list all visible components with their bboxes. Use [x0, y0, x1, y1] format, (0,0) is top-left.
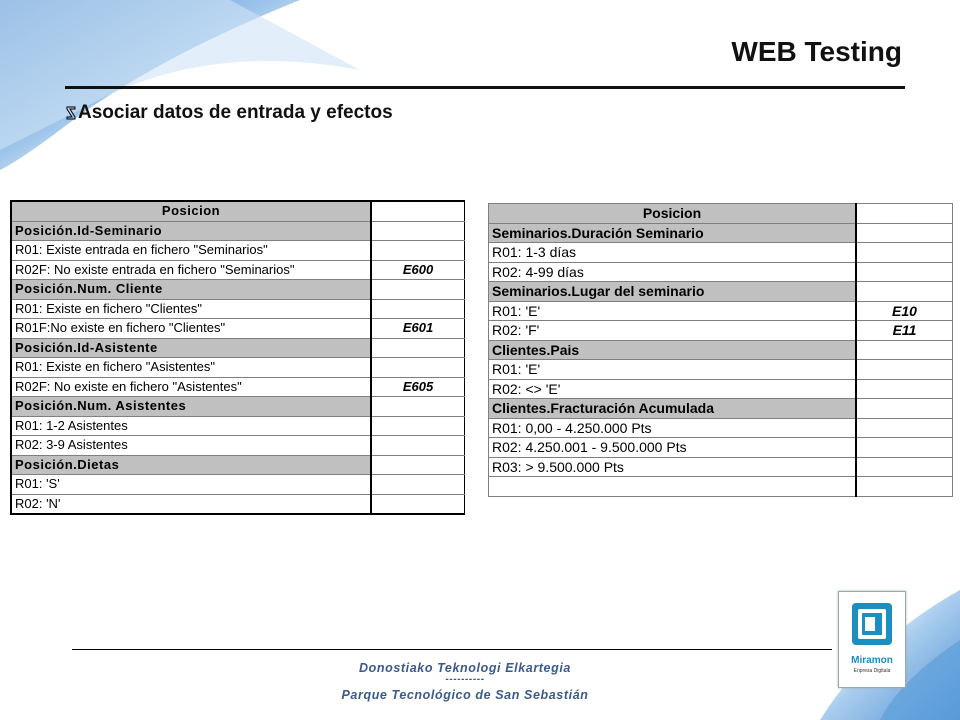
condition-cell: R02: 'N' [11, 494, 371, 514]
effect-cell [371, 455, 465, 475]
table-row [489, 262, 953, 282]
condition-cell: R02: 'F' [489, 321, 857, 341]
effect-cell [856, 282, 953, 302]
table-row [489, 457, 953, 477]
effect-cell [371, 475, 465, 495]
effect-cell [371, 299, 465, 319]
miramon-logo [838, 591, 906, 688]
miramon-logo-icon [839, 594, 905, 654]
effect-cell [856, 243, 953, 263]
table-row [11, 299, 465, 319]
effect-cell [371, 338, 465, 358]
footer-separator: ---------- [445, 674, 485, 685]
table-group-row [11, 280, 465, 300]
logo-wordmark: Miramon [851, 655, 893, 666]
table-row [11, 436, 465, 456]
title-divider [65, 86, 905, 89]
table-row [11, 241, 465, 261]
input-effects-table-right [488, 203, 953, 497]
effect-cell [856, 204, 953, 224]
effect-cell [856, 262, 953, 282]
effect-cell [856, 477, 953, 497]
footer-divider [72, 649, 832, 650]
table-group-row [489, 340, 953, 360]
effect-cell: E601 [371, 319, 465, 339]
table-row [11, 358, 465, 378]
condition-cell: R01: Existe entrada en fichero "Seminarios" [11, 241, 371, 261]
table-group-row [489, 282, 953, 302]
effect-cell: E10 [856, 301, 953, 321]
table-row [489, 321, 953, 341]
table-row [489, 418, 953, 438]
effect-cell: E605 [371, 377, 465, 397]
effect-cell: E600 [371, 260, 465, 280]
condition-cell: R02: 4.250.001 - 9.500.000 Pts [489, 438, 857, 458]
condition-cell: R01: 'E' [489, 301, 857, 321]
condition-cell: R01: Existe en fichero "Clientes" [11, 299, 371, 319]
effect-cell [371, 280, 465, 300]
group-label-cell: Clientes.Pais [489, 340, 857, 360]
table-group-row [489, 399, 953, 419]
section-heading-text: Asociar datos de entrada y efectos [78, 102, 393, 123]
effect-cell [371, 358, 465, 378]
effect-cell [856, 457, 953, 477]
table-row [11, 494, 465, 514]
table-group-row [11, 397, 465, 417]
condition-cell: R01F:No existe en fichero "Clientes" [11, 319, 371, 339]
condition-cell [489, 477, 857, 497]
table-row [11, 475, 465, 495]
page-title: WEB Testing [731, 36, 902, 67]
effect-cell [856, 360, 953, 380]
condition-cell: R02F: No existe en fichero "Asistentes" [11, 377, 371, 397]
table-row [11, 260, 465, 280]
group-label-cell: Posicion [11, 201, 371, 221]
table-row [489, 477, 953, 497]
group-label-cell: Posición.Id-Seminario [11, 221, 371, 241]
condition-cell: R01: 1-2 Asistentes [11, 416, 371, 436]
effect-cell [371, 397, 465, 417]
table-row [11, 319, 465, 339]
effect-cell: E11 [856, 321, 953, 341]
table-group-row [11, 221, 465, 241]
effect-cell [371, 436, 465, 456]
condition-cell: R01: 0,00 - 4.250.000 Pts [489, 418, 857, 438]
group-label-cell: Posicion [489, 204, 857, 224]
condition-cell: R01: Existe en fichero "Asistentes" [11, 358, 371, 378]
effect-cell [371, 241, 465, 261]
condition-cell: R02: 4-99 días [489, 262, 857, 282]
group-label-cell: Clientes.Fracturación Acumulada [489, 399, 857, 419]
condition-cell: R02: 3-9 Asistentes [11, 436, 371, 456]
input-effects-table-left [10, 200, 465, 515]
table-group-row [11, 455, 465, 475]
logo-tagline: Enpresa Digitala [853, 668, 891, 674]
effect-cell [371, 201, 465, 221]
table-group-row [489, 223, 953, 243]
group-label-cell: Posición.Id-Asistente [11, 338, 371, 358]
bullet-icon [66, 106, 76, 120]
condition-cell: R01: 'E' [489, 360, 857, 380]
effect-cell [371, 494, 465, 514]
section-heading [66, 102, 393, 124]
table-row [489, 360, 953, 380]
table-row [489, 243, 953, 263]
table-row [11, 377, 465, 397]
effect-cell [371, 221, 465, 241]
effect-cell [856, 340, 953, 360]
table-row [489, 301, 953, 321]
group-label-cell: Posición.Num. Asistentes [11, 397, 371, 417]
group-label-cell: Seminarios.Duración Seminario [489, 223, 857, 243]
group-label-cell: Seminarios.Lugar del seminario [489, 282, 857, 302]
condition-cell: R01: 1-3 días [489, 243, 857, 263]
table-row [489, 438, 953, 458]
effect-cell [856, 418, 953, 438]
condition-cell: R01: 'S' [11, 475, 371, 495]
table-row [11, 416, 465, 436]
effect-cell [856, 438, 953, 458]
condition-cell: R02: <> 'E' [489, 379, 857, 399]
condition-cell: R02F: No existe entrada en fichero "Seminarios" [11, 260, 371, 280]
table-row [489, 379, 953, 399]
effect-cell [856, 223, 953, 243]
group-label-cell: Posición.Num. Cliente [11, 280, 371, 300]
footer-line-basque: Donostiako Teknologi Elkartegia [359, 661, 571, 675]
table-header-row [11, 201, 465, 221]
group-label-cell: Posición.Dietas [11, 455, 371, 475]
condition-cell: R03: > 9.500.000 Pts [489, 457, 857, 477]
table-group-row [11, 338, 465, 358]
footer-line-spanish: Parque Tecnológico de San Sebastián [341, 688, 589, 702]
effect-cell [856, 379, 953, 399]
effect-cell [856, 399, 953, 419]
effect-cell [371, 416, 465, 436]
table-header-row [489, 204, 953, 224]
